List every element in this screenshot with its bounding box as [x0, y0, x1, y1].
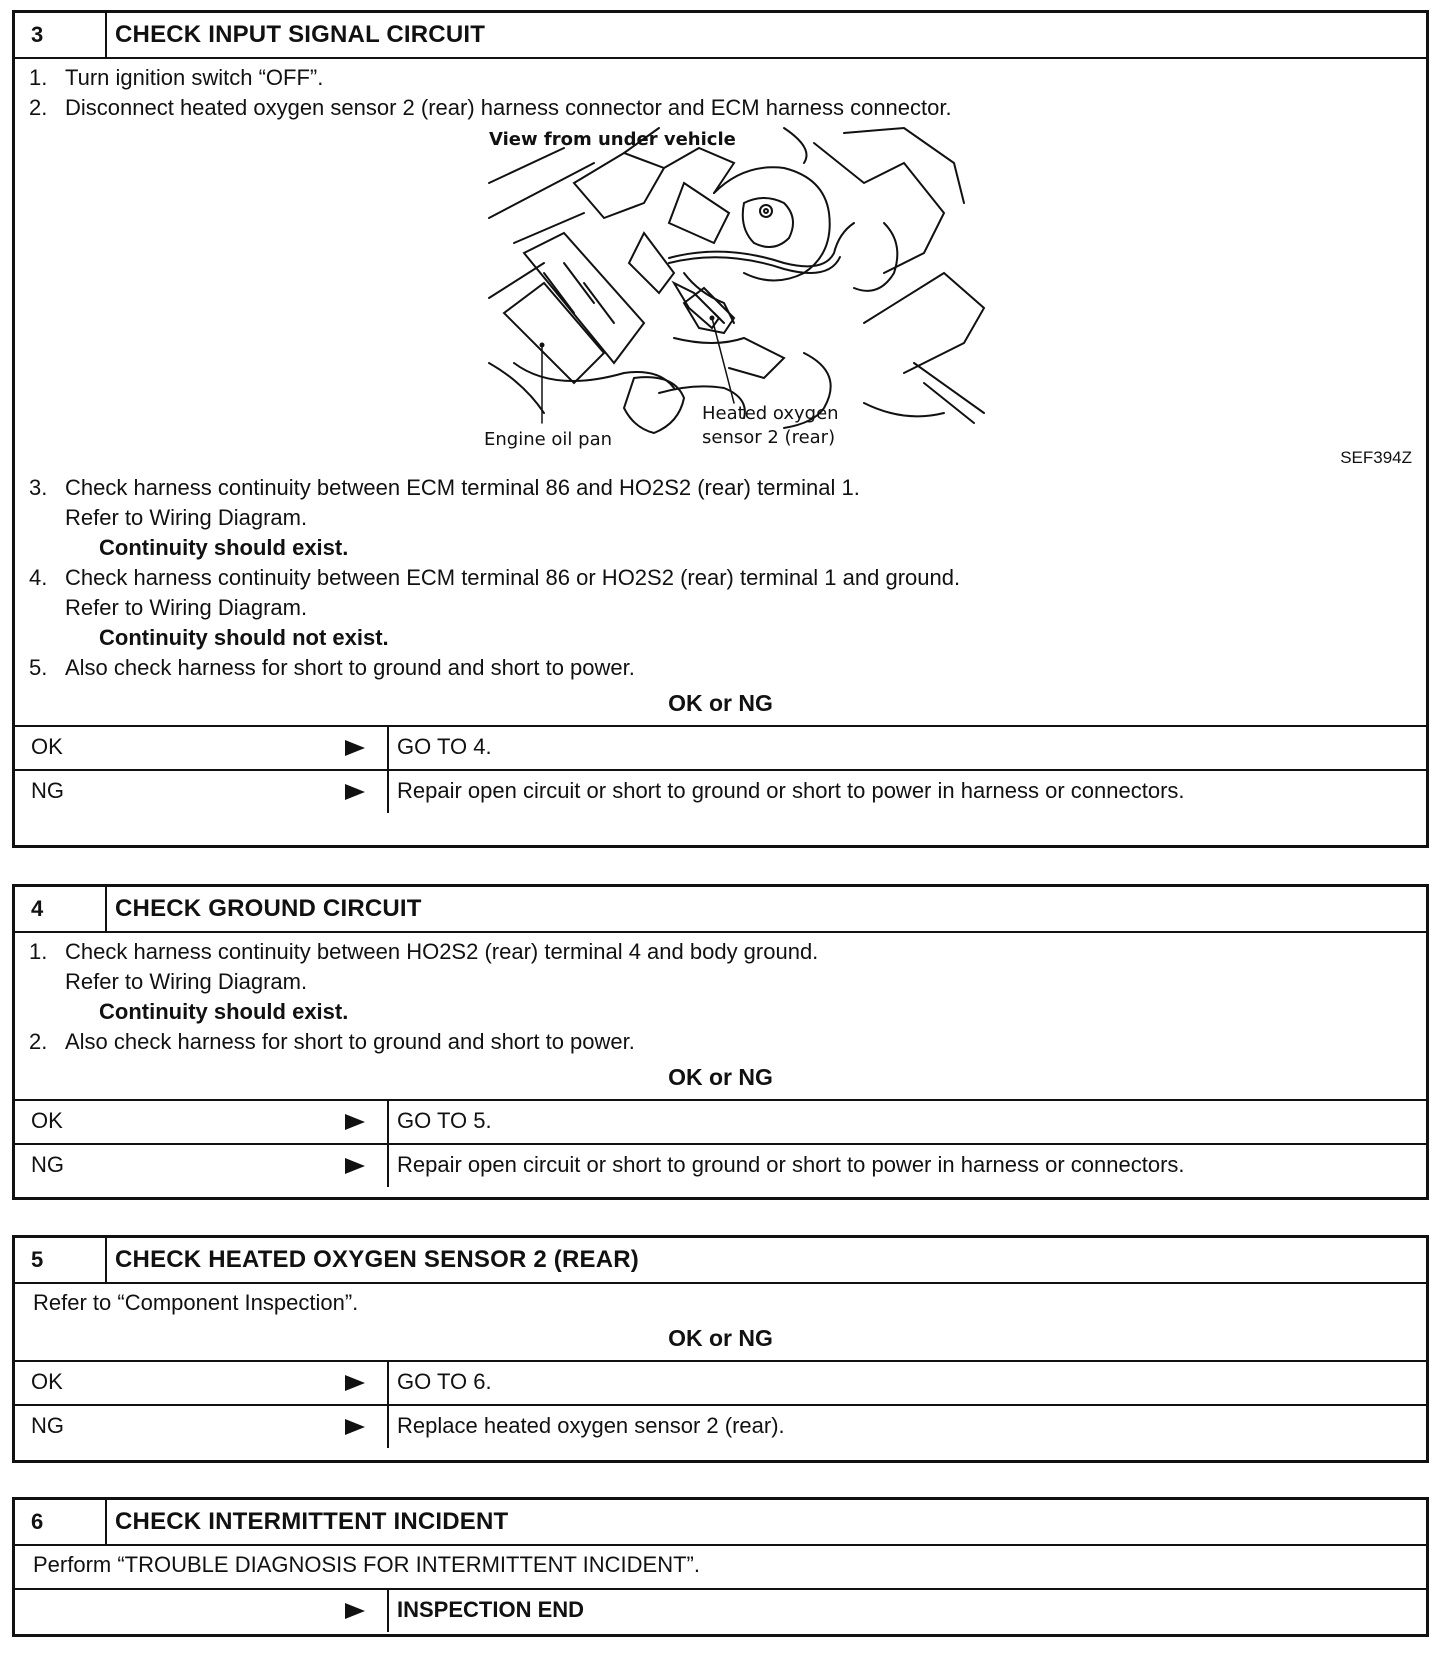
step-body	[15, 933, 1426, 1057]
item-number: 5.	[29, 655, 48, 680]
arrow-right-icon	[333, 771, 387, 813]
result-action: GO TO 5.	[387, 1101, 1426, 1143]
result-action: GO TO 4.	[387, 727, 1426, 769]
engine-underside-drawing	[484, 123, 1004, 468]
step-title: CHECK GROUND CIRCUIT	[115, 895, 422, 922]
step-block-3	[12, 10, 1429, 848]
item-subtext: Refer to Wiring Diagram.	[65, 969, 308, 994]
step-item	[29, 653, 1426, 683]
result-row-ok	[15, 1099, 1426, 1143]
step-title: CHECK INPUT SIGNAL CIRCUIT	[115, 21, 486, 48]
result-action: GO TO 6.	[387, 1362, 1426, 1404]
result-key: OK	[31, 1369, 63, 1394]
item-number: 3.	[29, 475, 48, 500]
result-action: INSPECTION END	[387, 1590, 1426, 1632]
step-header	[15, 13, 1426, 59]
result-key: NG	[31, 1413, 64, 1438]
result-action: Replace heated oxygen sensor 2 (rear).	[387, 1406, 1426, 1448]
result-key	[15, 1590, 333, 1632]
result-row-ok	[15, 1360, 1426, 1404]
item-number: 1.	[29, 65, 48, 90]
result-key: NG	[31, 1152, 64, 1177]
ok-or-ng-heading: OK or NG	[668, 1064, 773, 1090]
arrow-right-icon	[333, 1406, 387, 1448]
step-header	[15, 1500, 1426, 1546]
step-item	[29, 563, 1426, 593]
item-text: Turn ignition switch “OFF”.	[65, 65, 324, 90]
item-text: Check harness continuity between ECM terminal 86 or HO2S2 (rear) terminal 1 and ground.	[65, 565, 961, 590]
step-block-6	[12, 1497, 1429, 1637]
result-action: Repair open circuit or short to ground or short to power in harness or connectors.	[387, 1145, 1426, 1187]
step-body	[15, 1546, 1426, 1588]
step-item	[29, 93, 1426, 123]
oil-pan-label: Engine oil pan	[484, 429, 613, 450]
arrow-right-icon	[333, 727, 387, 769]
result-key: OK	[31, 734, 63, 759]
figure-code: SEF394Z	[1340, 448, 1412, 467]
step-item	[29, 473, 1426, 503]
item-text: Also check harness for short to ground and short to power.	[65, 1029, 635, 1054]
step-body	[15, 1284, 1426, 1318]
step-item	[29, 937, 1426, 967]
sensor-label-line1: Heated oxygen	[702, 403, 839, 424]
sensor-label-line2: sensor 2 (rear)	[702, 427, 836, 448]
view-label: View from under vehicle	[489, 129, 736, 150]
item-text: Disconnect heated oxygen sensor 2 (rear) harness connector and ECM harness connector.	[65, 95, 952, 120]
step-block-5	[12, 1235, 1429, 1463]
step-title: CHECK HEATED OXYGEN SENSOR 2 (REAR)	[115, 1246, 639, 1273]
step-text: Perform “TROUBLE DIAGNOSIS FOR INTERMITTENT INCIDENT”.	[33, 1552, 700, 1577]
step-title: CHECK INTERMITTENT INCIDENT	[115, 1508, 509, 1535]
result-key: OK	[31, 1108, 63, 1133]
result-row-ng	[15, 769, 1426, 813]
ok-or-ng-heading: OK or NG	[668, 1325, 773, 1351]
arrow-right-icon	[333, 1145, 387, 1187]
spec-text: Continuity should exist.	[99, 535, 349, 560]
result-row-ng	[15, 1404, 1426, 1448]
step-number: 5	[15, 1238, 107, 1282]
item-text: Also check harness for short to ground and short to power.	[65, 655, 635, 680]
spec-text: Continuity should exist.	[99, 999, 349, 1024]
result-row-ok	[15, 725, 1426, 769]
result-row-end	[15, 1588, 1426, 1632]
step-body	[15, 59, 1426, 683]
spec-text: Continuity should not exist.	[99, 625, 389, 650]
item-number: 2.	[29, 95, 48, 120]
item-number: 4.	[29, 565, 48, 590]
item-number: 1.	[29, 939, 48, 964]
step-block-4	[12, 884, 1429, 1200]
result-row-ng	[15, 1143, 1426, 1187]
step-number: 3	[15, 13, 107, 57]
step-number: 6	[15, 1500, 107, 1544]
step-text: Refer to “Component Inspection”.	[33, 1290, 359, 1315]
step-header	[15, 1238, 1426, 1284]
result-action: Repair open circuit or short to ground or short to power in harness or connectors.	[387, 771, 1426, 813]
item-subtext: Refer to Wiring Diagram.	[65, 505, 308, 530]
engine-illustration	[29, 123, 1426, 473]
step-header	[15, 887, 1426, 933]
step-item	[29, 1027, 1426, 1057]
result-key: NG	[31, 778, 64, 803]
arrow-right-icon	[333, 1101, 387, 1143]
step-number: 4	[15, 887, 107, 931]
arrow-right-icon	[333, 1590, 387, 1632]
item-text: Check harness continuity between ECM terminal 86 and HO2S2 (rear) terminal 1.	[65, 475, 860, 500]
step-item	[29, 63, 1426, 93]
item-number: 2.	[29, 1029, 48, 1054]
item-text: Check harness continuity between HO2S2 (rear) terminal 4 and body ground.	[65, 939, 819, 964]
arrow-right-icon	[333, 1362, 387, 1404]
ok-or-ng-heading: OK or NG	[668, 690, 773, 716]
item-subtext: Refer to Wiring Diagram.	[65, 595, 308, 620]
